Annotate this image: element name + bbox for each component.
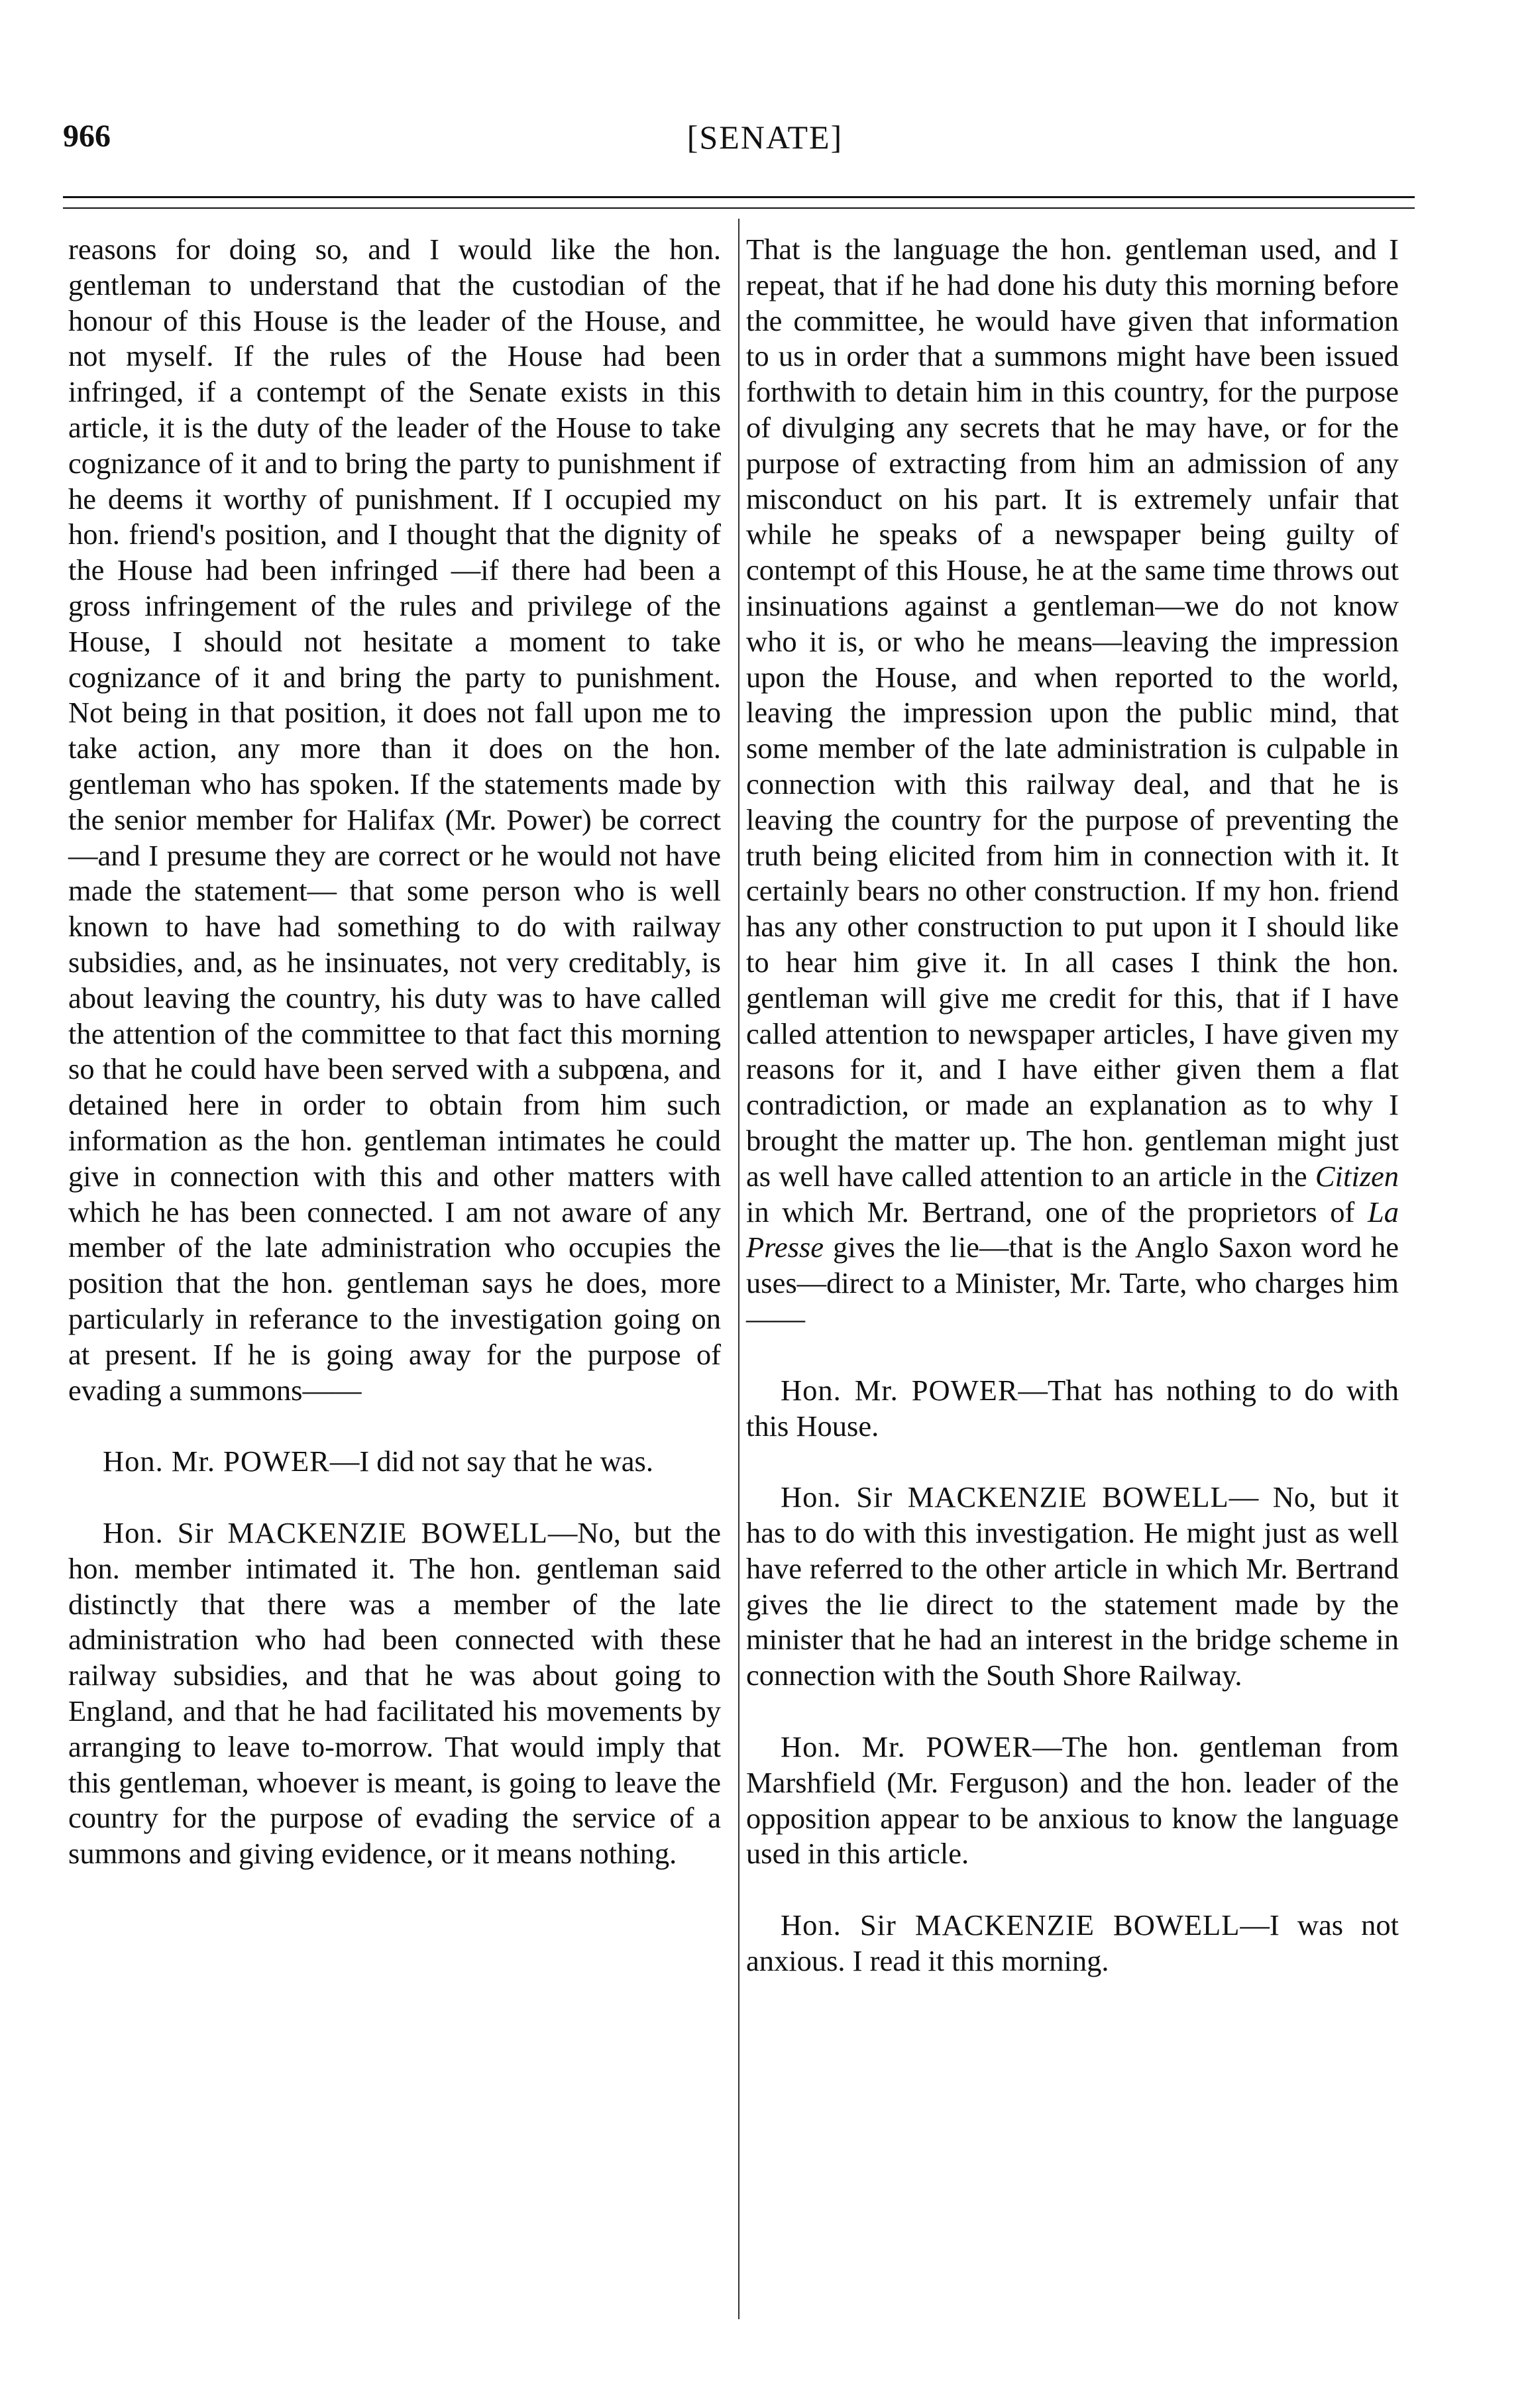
speech-text: —No, but the hon. member intimated it. The hon. gentleman said distinctly that there was a member of the late administration who had been connected with these railway subsidies, and that he was about going to England, and that he had facilitated his movements by arranging to leave to-morrow. That would imply that this gentleman, whoever is meant, is going to leave the country for the purpose of evading the service of a summons and giving evidence, or it means nothing. xyxy=(68,1516,721,1871)
text-run: gives the lie—that is the Anglo Saxon word he uses—direct to a Minister, Mr. Tarte, who charges him —— xyxy=(746,1231,1399,1335)
speaker-name: Hon. Sir MACKENZIE BOWELL xyxy=(781,1480,1229,1514)
column-divider xyxy=(738,219,739,2319)
speech-text: —That has nothing to do with this House. xyxy=(746,1373,1399,1443)
speaker-name: Hon. Mr. POWER xyxy=(781,1730,1033,1764)
header-rule-thick xyxy=(63,196,1415,198)
italic-la-presse: La Presse xyxy=(746,1195,1399,1264)
speech-text: — No, but it has to do with this investigation. He might just as well have referred to the other article in which Mr. Bertrand gives the lie direct to the statement made by the minister that he had an interest in the bridge scheme in connection with the South Shore Railway. xyxy=(746,1480,1399,1692)
speaker-name: Hon. Sir MACKENZIE BOWELL xyxy=(103,1516,548,1550)
speech-power-3 xyxy=(746,1729,1399,1872)
text-run: in which Mr. Bertrand, one of the proprietors of xyxy=(746,1195,1355,1229)
page-number: 966 xyxy=(63,119,111,154)
speaker-name: Hon. Mr. POWER xyxy=(781,1373,1018,1407)
speech-text: —I was not anxious. I read it this morning. xyxy=(746,1908,1399,1978)
left-column xyxy=(68,232,721,1872)
text-run: That is the language the hon. gentleman used, and I repeat, that if he had done his duty this morning before the committee, he would have given that information to us in order that a summons might have been issued forthwith to detain him in this country, for the purpose of divulging any secrets that he may have, or for the purpose of extracting from him an admission of any misconduct on his part. It is extremely unfair that while he speaks of a newspaper being guilty of contempt of this House, he at the same time throws out insinuations against a gentleman—we do not know who it is, or who he means—leaving the impression upon the House, and when reported to the world, leaving the impression upon the public mind, that some member of the late administration is culpable in connection with this railway deal, and that he is leaving the country for the purpose of preventing the truth being elicited from him in connection with it. It certainly bears no other construction. If my hon. friend has any other construction to put upon it I should like to hear him give it. In all cases I think the hon. gentleman will give me credit for this, that if I have called attention to newspaper articles, I have given my reasons for it, and I have either given them a flat contradiction, or made an explanation as to why I brought the matter up. The hon. gentleman might just as well have called attention to an article in the xyxy=(746,233,1399,1193)
speech-bowell-3 xyxy=(746,1908,1399,1979)
speech-bowell-1 xyxy=(68,1515,721,1872)
speaker-name: Hon. Sir MACKENZIE BOWELL xyxy=(781,1908,1240,1942)
speech-power-2 xyxy=(746,1373,1399,1445)
speaker-name: Hon. Mr. POWER xyxy=(103,1445,330,1478)
paragraph-continued: reasons for doing so, and I would like the hon. gentleman to understand that the custodian of the honour of this House is the leader of the House, and not myself. If the rules of the House had been infringed, if a contempt of the Senate exists in this article, it is the duty of the leader of the House to take cognizance of it and to bring the party to punishment if he deems it worthy of punishment. If I occupied my hon. friend's position, and I thought that the dignity of the House had been infringed —if there had been a gross infringement of the rules and privilege of the House, I should not hesitate a moment to take cognizance of it and bring the party to punishment. Not being in that position, it does not fall upon me to take action, any more than it does on the hon. gentleman who has spoken. If the statements made by the senior member for Halifax (Mr. Power) be correct—and I presume they are correct or he would not have made the statement— that some person who is well known to have had something to do with railway subsidies, and, as he insinuates, not very creditably, is about leaving the country, his duty was to have called the attention of the committee to that fact this morning so that he could have been served with a subpœna, and detained here in order to obtain from him such information as the hon. gentleman intimates he could give in connection with this and other matters with which he has been connected. I am not aware of any member of the late administration who occupies the position that the hon. gentleman says he does, more particularly in referance to the investigation going on at present. If he is going away for the purpose of evading a summons—— xyxy=(68,233,721,1407)
italic-citizen: Citizen xyxy=(1315,1159,1399,1193)
speech-power-1 xyxy=(68,1444,721,1480)
right-column xyxy=(746,232,1399,1979)
paragraph-continued xyxy=(746,232,1399,1337)
speech-text: —The hon. gentleman from Marshfield (Mr. Ferguson) and the hon. leader of the opposition appear to be anxious to know the language used in this article. xyxy=(746,1730,1399,1871)
running-head: [SENATE] xyxy=(686,119,844,156)
speech-text: —I did not say that he was. xyxy=(329,1445,654,1478)
speech-bowell-2 xyxy=(746,1480,1399,1694)
header-rule-thin xyxy=(63,207,1415,209)
